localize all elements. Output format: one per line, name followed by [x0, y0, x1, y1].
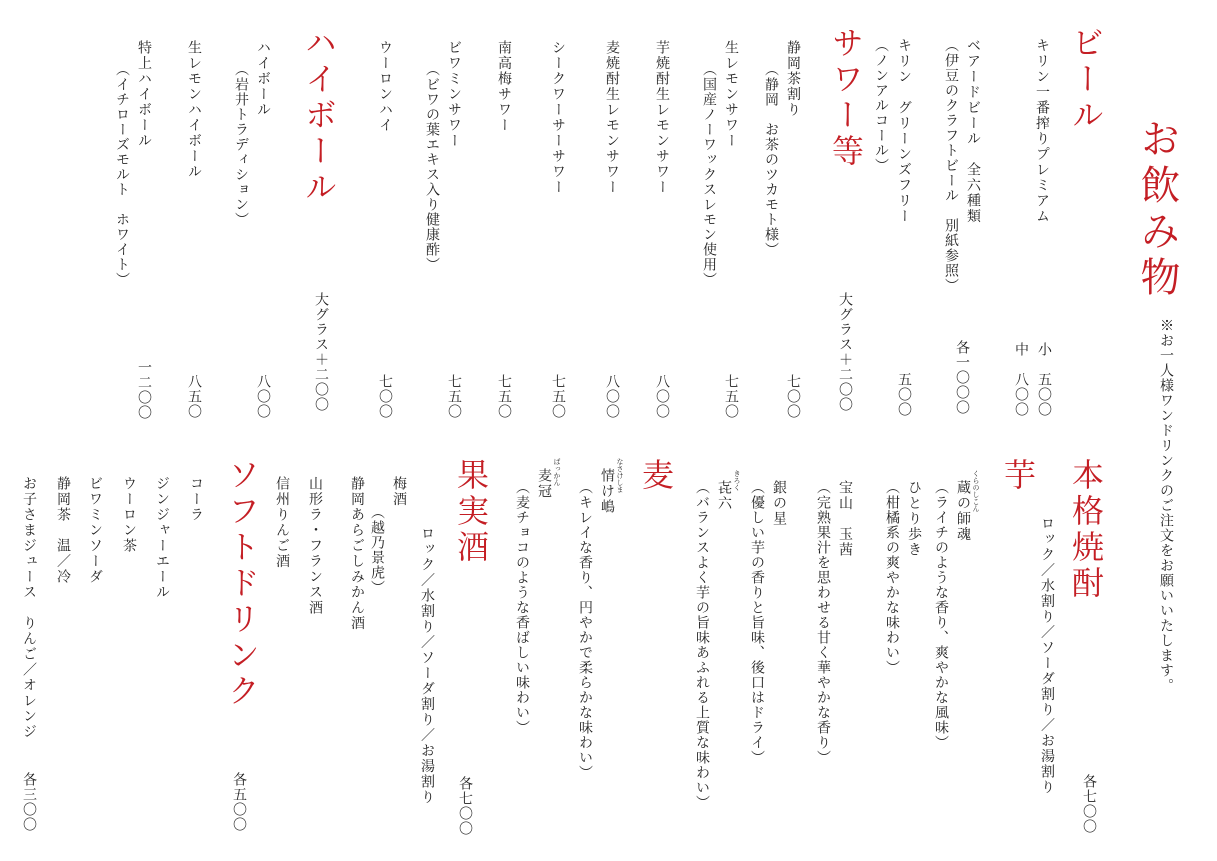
imo-item-sub: （バランスよく芋の旨味あふれる上質な味わい） — [694, 480, 710, 810]
fruit-item-name: 山形ラ・フランス酒 — [307, 476, 323, 616]
sour-item-name: 静岡茶割り — [785, 40, 801, 118]
sour-item-name: 生レモンサワー — [723, 40, 739, 149]
sour-item-name: ウーロンハイ — [377, 40, 393, 133]
mugi-item-sub: （キレイな香り、円やかで柔らかな味わい） — [577, 480, 593, 780]
imo-item-sub: （ライチのような香り、爽やかな風味） — [933, 480, 949, 750]
sour-item-sub: （ビワの葉エキス入り健康酢） — [424, 62, 440, 272]
imo-item-name: 宝山 玉茜 — [837, 480, 853, 558]
beer-kirin: キリン一番搾りプレミアム — [1034, 38, 1050, 224]
sour-item-price: 八〇〇 — [654, 374, 670, 419]
highball-item-price: 八〇〇 — [255, 374, 271, 419]
highball-item-sub: （岩井トラディション） — [233, 62, 249, 227]
sour-heading: サワー等 — [827, 26, 865, 170]
sour-item-name: ビワミンサワー — [446, 40, 462, 149]
mugi-heading: 麦 — [637, 458, 675, 494]
sour-item-price: 七五〇 — [446, 374, 462, 419]
sour-item-price: 七五〇 — [550, 374, 566, 419]
soft-heading: ソフトドリンク — [223, 458, 261, 710]
imo-item-sub: （優しい芋の香りと旨味、後口はドライ） — [749, 480, 765, 765]
fruit-price: 各七〇〇 — [457, 776, 473, 836]
highball-item-price: 八五〇 — [186, 374, 202, 419]
sour-item-sub: （国産ノーワックスレモン使用） — [701, 62, 717, 287]
imo-item-name: 銀の星 — [771, 480, 787, 527]
fruit-item-name: 梅酒 — [391, 476, 407, 507]
sour-item-name: 麦焼酎生レモンサワー — [604, 40, 620, 195]
imo-item-ruby: きろく — [733, 470, 741, 491]
beer-heading: ビール — [1067, 26, 1105, 134]
shochu-method: ロック／水割り／ソーダ割り／お湯割り — [1039, 516, 1055, 795]
fruit-method: ロック／水割り／ソーダ割り／お湯割り — [419, 526, 435, 805]
sour-item-name: シークワーサーサワー — [550, 40, 566, 195]
mugi-item-ruby: ばっかん — [553, 458, 561, 486]
highball-item-sub: （イチローズモルト ホワイト） — [114, 62, 130, 287]
imo-item-name: 㐂六 — [716, 480, 732, 511]
mugi-item-sub: （麦チョコのような香ばしい味わい） — [514, 480, 530, 735]
soft-item-name: コーラ — [188, 476, 204, 523]
beer-baird-sub: （伊豆のクラフトビール 別紙参照） — [943, 38, 959, 293]
sour-item-price: 七五〇 — [723, 374, 739, 419]
soft-item-name: ウーロン茶 — [121, 476, 137, 554]
beer-greens-free-price: 五〇〇 — [896, 372, 912, 417]
sour-large-glass: 大グラス＋二〇〇 — [837, 292, 853, 412]
shochu-price: 各七〇〇 — [1081, 774, 1097, 834]
soft-item-name: ジンジャーエール — [154, 476, 170, 600]
mugi-item-name: 情け嶋 — [599, 468, 615, 515]
soft-item-name: 静岡茶 温／冷 — [55, 476, 71, 585]
sour-item-price: 七〇〇 — [377, 374, 393, 419]
beer-baird: ベアードビール 全六種類 — [965, 38, 981, 224]
beer-greens-free-sub: （ノンアルコール） — [873, 38, 889, 173]
highball-item-name: ハイボール — [255, 40, 271, 118]
menu-title: お飲み物 — [1134, 118, 1180, 302]
shochu-heading: 本格焼酎 — [1067, 458, 1105, 602]
imo-heading: 芋 — [999, 458, 1037, 494]
imo-item-sub: （完熟果汁を思わせる甘く華やかな香り） — [815, 480, 831, 765]
sour-item-name: 芋焼酎生レモンサワー — [654, 40, 670, 195]
beer-kirin-price-medium: 中 八〇〇 — [1013, 342, 1029, 417]
one-drink-note: ※お一人様ワンドリンクのご注文をお願いいたします。 — [1158, 318, 1174, 693]
sour-item-price: 七五〇 — [496, 374, 512, 419]
highball-large-glass: 大グラス＋二〇〇 — [313, 292, 329, 412]
soft-item-name: ビワミンソーダ — [87, 476, 103, 585]
fruit-item-name: 静岡あらごしみかん酒 — [349, 476, 365, 631]
imo-item-name: ひとり歩き — [906, 480, 922, 558]
beer-kirin-price-small: 小 五〇〇 — [1036, 342, 1052, 417]
sour-item-name: 南高梅サワー — [496, 40, 512, 133]
highball-item-name: 生レモンハイボール — [186, 40, 202, 180]
sour-item-price: 八〇〇 — [604, 374, 620, 419]
highball-item-name: 特上ハイボール — [136, 40, 152, 149]
beer-greens-free: キリン グリーンズフリー — [896, 38, 912, 224]
fruit-item-name: 信州りんご酒 — [274, 476, 290, 569]
mugi-item-ruby: なさけしま — [616, 458, 624, 493]
sour-item-sub: （静岡 お茶のツカモト様） — [763, 62, 779, 257]
imo-item-name: 蔵の師魂 — [955, 480, 971, 542]
fruit-heading: 果実酒 — [452, 458, 490, 566]
sour-item-price: 七〇〇 — [785, 374, 801, 419]
mugi-item-name: 麦冠 — [536, 468, 552, 499]
fruit-item-sub: （越乃景虎） — [369, 505, 385, 595]
beer-baird-price: 各一〇〇〇 — [954, 340, 970, 415]
highball-item-price: 一二〇〇 — [136, 360, 152, 420]
soft-price: 各五〇〇 — [231, 772, 247, 832]
imo-item-sub: （柑橘系の爽やかな味わい） — [884, 480, 900, 675]
soft-kids-juice: お子さまジュース りんご／オレンジ — [21, 476, 37, 740]
imo-item-ruby: くらのしこん — [972, 470, 980, 512]
soft-kids-juice-price: 各三〇〇 — [21, 772, 37, 832]
highball-heading: ハイボール — [300, 26, 338, 206]
